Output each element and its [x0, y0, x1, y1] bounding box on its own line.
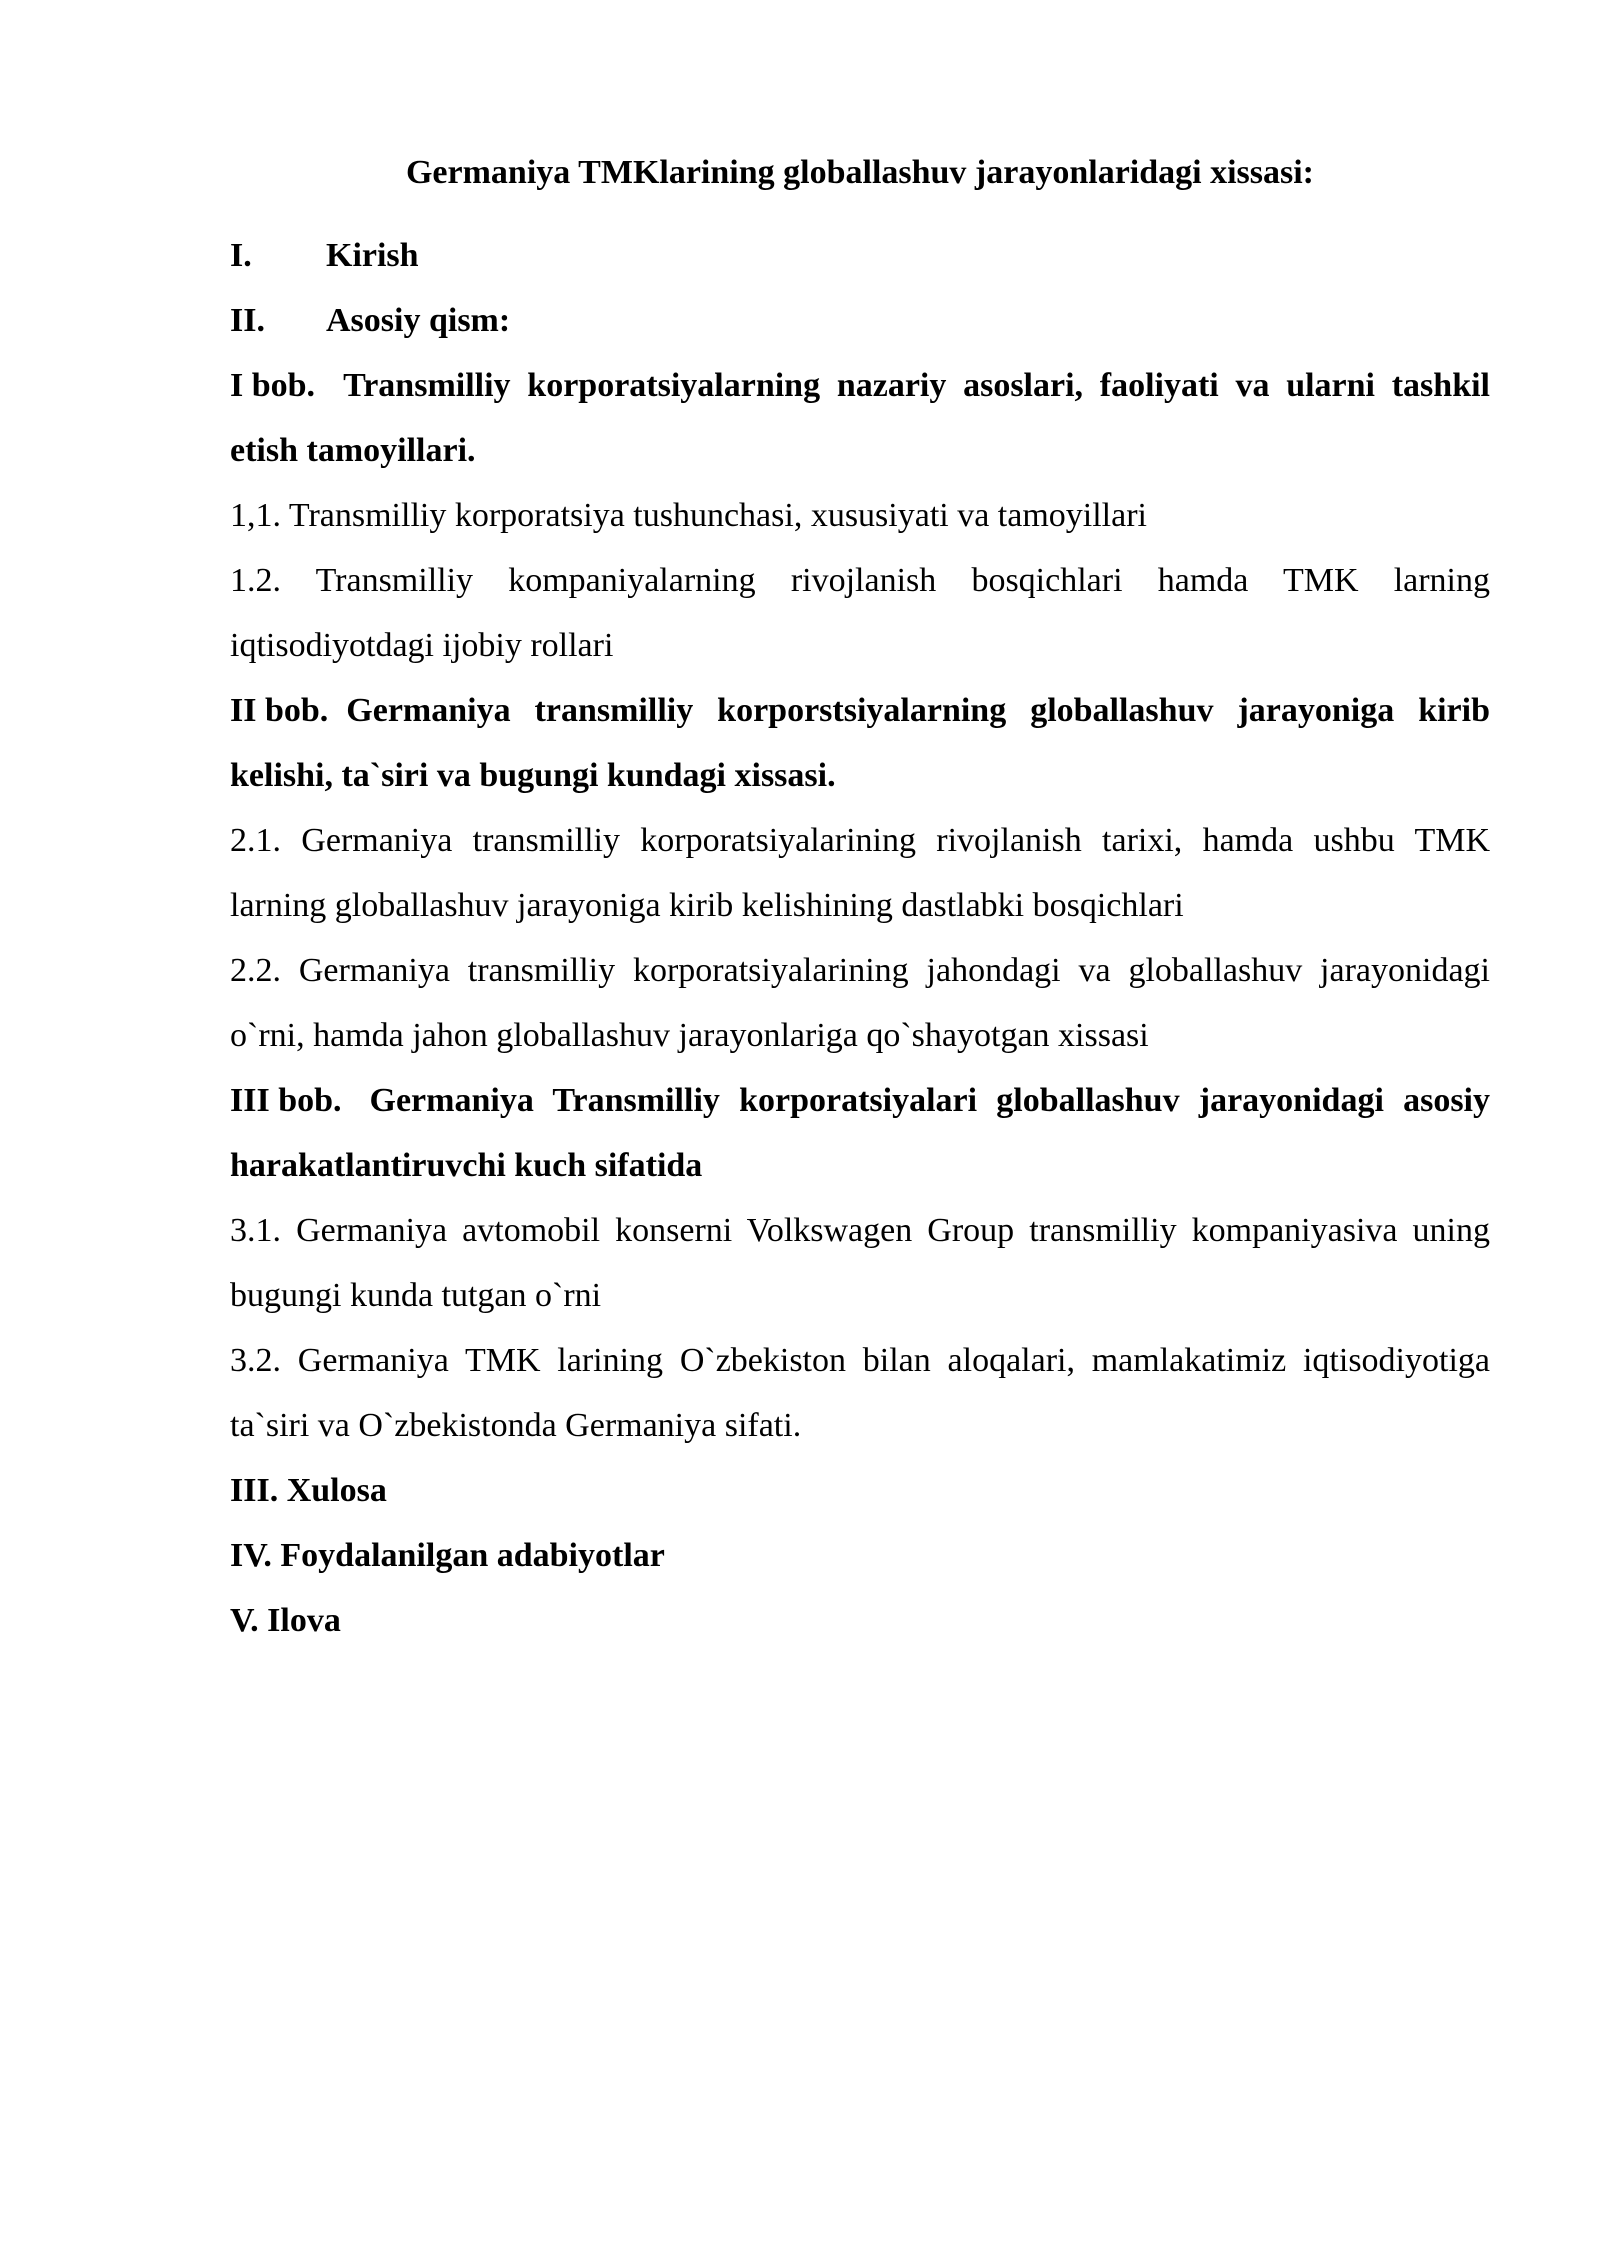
toc-references: IV. Foydalanilgan adabiyotlar — [230, 1537, 665, 1574]
toc-main-part-number: II. — [230, 302, 265, 339]
chapter-2-number: II bob. — [230, 692, 329, 729]
toc-intro-number: I. — [230, 237, 252, 274]
chapter-3-heading — [230, 1068, 1490, 1198]
toc-main-part — [230, 288, 1490, 353]
section-3-2: 3.2. Germaniya TMK larining O`zbekiston bilan aloqalari, mamlakatimiz iqtisodiyotiga ta`siri va O`zbekistonda Germaniya sifati. — [230, 1342, 1490, 1444]
toc-intro-label: Kirish — [326, 237, 419, 274]
section-1-1: 1,1. Transmilliy korporatsiya tushunchasi, xususiyati va tamoyillari — [230, 497, 1147, 534]
toc-conclusion: III. Xulosa — [230, 1472, 387, 1509]
toc-appendix: V. Ilova — [230, 1602, 341, 1639]
section-2-2: 2.2. Germaniya transmilliy korporatsiyalarining jahondagi va globallashuv jarayonidagi o`rni, hamda jahon globallashuv jarayonlariga qo`shayotgan xissasi — [230, 952, 1490, 1054]
chapter-3-title: Germaniya Transmilliy korporatsiyalari globallashuv jarayonidagi asosiy harakatlantiruvchi kuch sifatida — [230, 1082, 1490, 1184]
chapter-3-number: III bob. — [230, 1082, 342, 1119]
toc-main-part-label: Asosiy qism: — [326, 302, 511, 339]
document-page — [230, 140, 1490, 1653]
chapter-1-title: Transmilliy korporatsiyalarning nazariy asoslari, faoliyati va ularni tashkil etish tamoyillari. — [230, 367, 1490, 469]
section-1-2: 1.2. Transmilliy kompaniyalarning rivojlanish bosqichlari hamda TMK larning iqtisodiyotdagi ijobiy rollari — [230, 562, 1490, 664]
chapter-2-title: Germaniya transmilliy korporstsiyalarning globallashuv jarayoniga kirib kelishi, ta`siri va bugungi kundagi xissasi. — [230, 692, 1490, 794]
document-title: Germaniya TMKlarining globallashuv jarayonlaridagi xissasi: — [405, 154, 1315, 191]
toc-intro — [230, 223, 1490, 288]
section-2-1: 2.1. Germaniya transmilliy korporatsiyalarining rivojlanish tarixi, hamda ushbu TMK larning globallashuv jarayoniga kirib kelishining dastlabki bosqichlari — [230, 822, 1490, 924]
chapter-1-number: I bob. — [230, 367, 316, 404]
chapter-2-heading — [230, 678, 1490, 808]
section-3-1: 3.1. Germaniya avtomobil konserni Volkswagen Group transmilliy kompaniyasiva uning bugungi kunda tutgan o`rni — [230, 1212, 1490, 1314]
chapter-1-heading — [230, 353, 1490, 483]
